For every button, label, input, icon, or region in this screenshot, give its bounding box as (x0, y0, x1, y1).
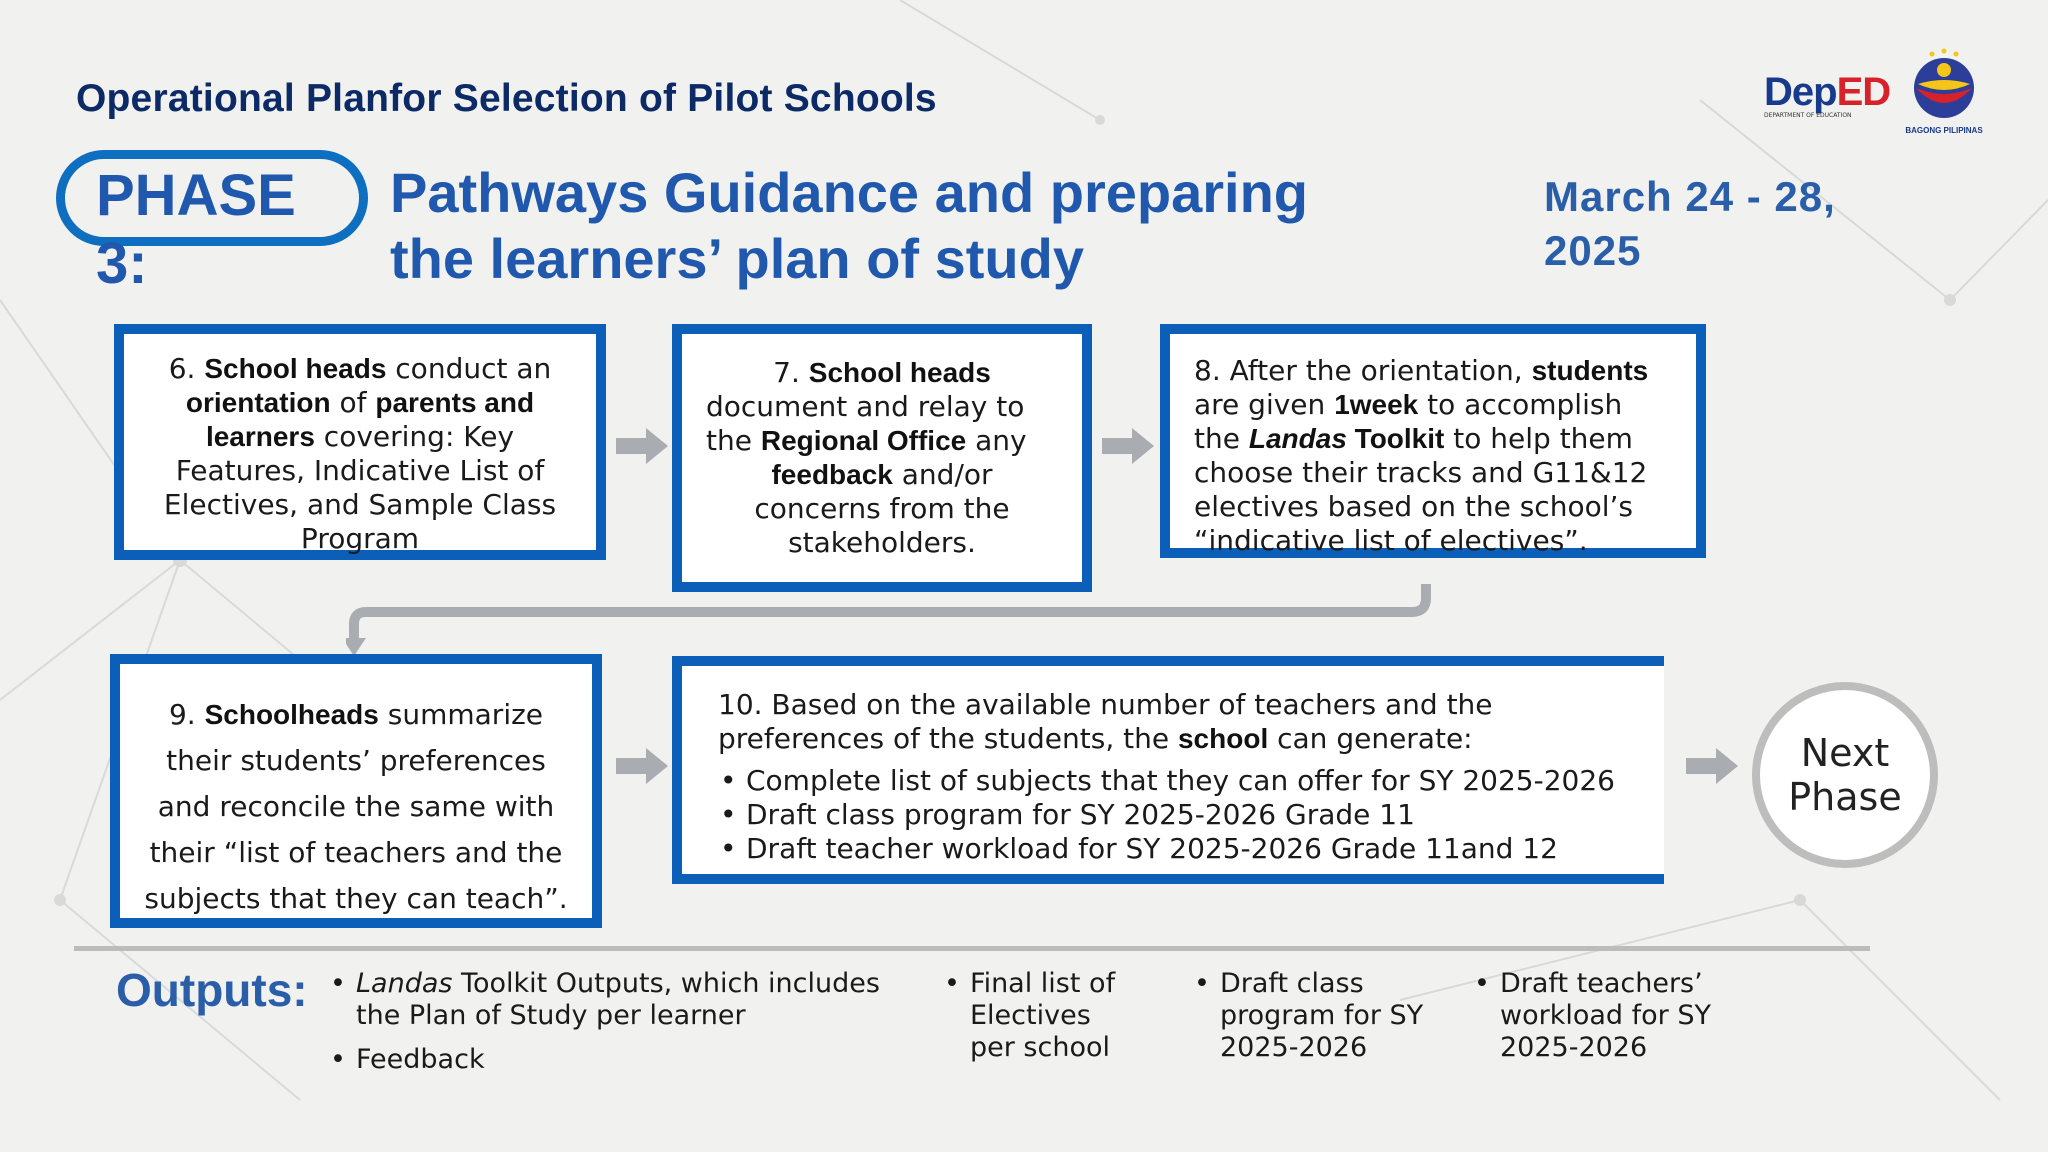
step-7-bold-3: feedback (771, 459, 893, 490)
step-8-bold-2: 1week (1334, 389, 1419, 420)
step-6-box (114, 324, 606, 560)
next-phase-button[interactable] (1752, 682, 1938, 868)
step-8-italic-1: Landas (1248, 423, 1347, 454)
step-10-text-2: can generate: (1268, 722, 1473, 755)
step-9-text-1: summarize their students’ preferences and reconcile the same with their “list of teachers and the subjects that they can teach”. (144, 698, 568, 915)
outputs-label: Outputs: (116, 964, 308, 1016)
step-10-list-item: • Draft teacher workload for SY 2025-2026 Grade 11and 12 (746, 832, 1640, 866)
step-6-text-3: covering: (314, 420, 455, 453)
phase-date: March 24 - 28, 2025 (1544, 173, 1836, 274)
step-6-text-4: Key Features, Indicative List of Electives, and Sample Class Program (163, 420, 557, 555)
step-8-bold-3: Toolkit (1346, 423, 1445, 454)
outputs-column-4 (1474, 968, 1734, 1064)
step-6-number: 6. (168, 352, 196, 385)
phase-title: Pathways Guidance and preparing the learners’ plan of study (390, 161, 1309, 290)
output-item-teacher-workload: • Draft teachers’ workload for SY 2025-2026 (1474, 968, 1734, 1064)
step-8-text-4: to help them choose their tracks and G11&12 electives based on the school’s “indicative list of electives”. (1194, 422, 1648, 557)
outputs-column-2 (944, 968, 1144, 1064)
step-7-bold-2: Regional Office (760, 425, 967, 456)
section-divider (74, 946, 1870, 951)
bagong-pilipinas-label: BAGONG PILIPINAS (1905, 126, 1983, 135)
step-8-text-2: are given (1194, 388, 1335, 421)
arrow-right-icon (616, 426, 670, 466)
step-7-text-2: any (966, 424, 1027, 457)
deped-logo-subtitle: DEPARTMENT OF EDUCATION (1764, 112, 1852, 119)
step-10-bold-1: school (1177, 723, 1269, 754)
step-9-bold-1: Schoolheads (204, 699, 379, 730)
output-landas-italic: Landas (356, 968, 453, 999)
arrow-right-icon (616, 746, 670, 786)
step-6-bold-1: School heads (204, 353, 387, 384)
bagong-pilipinas-emblem (1904, 48, 1984, 120)
step-10-list-item: • Complete list of subjects that they can offer for SY 2025-2026 (746, 764, 1640, 798)
output-item-landas (330, 968, 890, 1032)
arrow-right-icon (1686, 746, 1740, 786)
arrow-right-icon (1102, 426, 1156, 466)
deped-logo-icon: DepED DEPARTMENT OF EDUCATION (1764, 70, 1891, 119)
step-7-box (672, 324, 1092, 592)
step-8-bold-1: students (1531, 355, 1649, 386)
step-6-bold-3: parents and learners (205, 387, 535, 452)
output-item-electives: • Final list of Electives per school (944, 968, 1144, 1064)
step-10-text-1: 10. Based on the available number of teachers and the preferences of the students, the (718, 688, 1493, 755)
step-6-bold-2: orientation (185, 387, 331, 418)
outputs-column-3 (1194, 968, 1424, 1064)
step-9-box (110, 654, 602, 928)
bagong-pilipinas-logo-icon (1894, 48, 1994, 138)
step-10-box (672, 656, 1664, 884)
step-7-text-1: document and relay to the (706, 390, 1025, 457)
connector-arrow-icon (346, 580, 1436, 660)
output-item-class-program: • Draft class program for SY 2025-2026 (1194, 968, 1424, 1064)
phase-label: PHASE 3: (96, 163, 296, 296)
step-6-text-1: conduct an (386, 352, 552, 385)
step-7-number: 7. (773, 356, 800, 389)
step-7-text-3: and/or concerns from the stakeholders. (754, 458, 1010, 559)
step-8-text-3: to accomplish the (1194, 388, 1623, 455)
outputs-column-1 (330, 968, 890, 1076)
next-phase-label: Next Phase (1788, 731, 1902, 819)
main-title: Operational Planfor Selection of Pilot Schools (76, 77, 937, 120)
step-8-box (1160, 324, 1706, 558)
output-landas-text: Toolkit Outputs, which includes the Plan of Study per learner (356, 968, 880, 1031)
step-10-list (718, 764, 1640, 866)
step-10-list-item: • Draft class program for SY 2025-2026 Grade 11 (746, 798, 1640, 832)
step-7-bold-1: School heads (808, 357, 991, 388)
step-9-number: 9. (168, 698, 196, 731)
step-8-text-1: 8. After the orientation, (1194, 354, 1532, 387)
step-6-text-2: of (330, 386, 376, 419)
output-item-feedback: • Feedback (330, 1044, 890, 1076)
